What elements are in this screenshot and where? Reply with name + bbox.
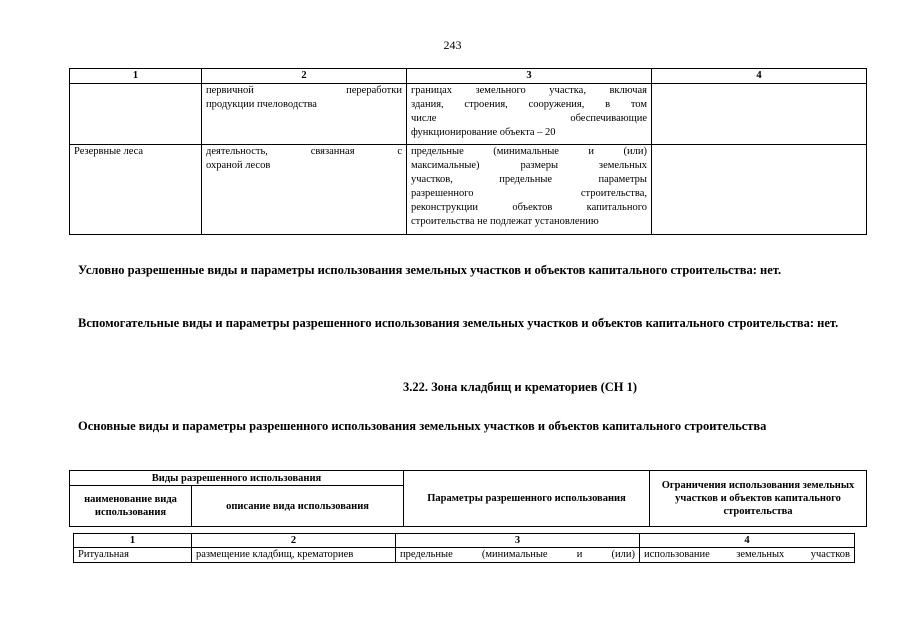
group-header: Виды разрешенного использования: [70, 471, 404, 486]
cell-line: максимальные) размеры земельных: [411, 160, 647, 171]
uses-header-table: [69, 470, 867, 527]
cell-line: участков, предельные параметры: [411, 174, 647, 185]
column-numbers-row: [70, 69, 867, 84]
cell-line: функционирование объекта – 20: [411, 127, 556, 138]
header-row: [70, 471, 867, 486]
column-number: 2: [202, 69, 407, 84]
cell-line: строительства не подлежат установлению: [411, 216, 599, 227]
table-cell: [652, 145, 867, 235]
cell-line: деятельность, связанная с: [206, 146, 402, 157]
table-row: [70, 145, 867, 235]
table-cell: [407, 84, 652, 145]
cell-line: предельные (минимальные и (или): [411, 146, 647, 157]
table-cell: [70, 84, 202, 145]
conditional-uses-paragraph: Условно разрешенные виды и параметры использования земельных участков и объектов капитального строительства: нет.: [78, 263, 782, 277]
table-cell: [202, 84, 407, 145]
column-header: Ограничения использования земельных участков и объектов капитального строительства: [650, 471, 867, 527]
page-number: 243: [443, 38, 462, 52]
cell-line: реконструкции объектов капитального: [411, 202, 647, 213]
table-cell: [202, 145, 407, 235]
auxiliary-uses-paragraph: Вспомогательные виды и параметры разрешенного использования земельных участков и объектов капитального строительства: нет.: [78, 316, 839, 330]
column-number: 3: [407, 69, 652, 84]
column-number: 4: [652, 69, 867, 84]
column-number: 1: [74, 534, 192, 548]
main-uses-paragraph: Основные виды и параметры разрешенного использования земельных участков и объектов капитального строительства: [78, 419, 767, 433]
column-numbers-row: [74, 534, 855, 548]
column-header: Параметры разрешенного использования: [404, 471, 650, 527]
table-cell: использование земельных участков: [640, 548, 855, 563]
cell-line: границах земельного участка, включая: [411, 85, 647, 96]
cell-line: охраной лесов: [206, 160, 271, 171]
table-cell: [407, 145, 652, 235]
cell-line: первичной переработки: [206, 85, 402, 96]
column-number: 2: [192, 534, 396, 548]
column-number: 1: [70, 69, 202, 84]
cell-line: здания, строения, сооружения, в том: [411, 99, 647, 110]
table-cell: предельные (минимальные и (или): [396, 548, 640, 563]
column-header: описание вида использования: [192, 486, 404, 527]
table-row: [70, 84, 867, 145]
table-cell: размещение кладбищ, крематориев: [192, 548, 396, 563]
column-number: 4: [640, 534, 855, 548]
uses-data-table: [73, 533, 855, 563]
table-row: [74, 548, 855, 563]
table-cell: Резервные леса: [70, 145, 202, 235]
cell-line: продукции пчеловодства: [206, 99, 317, 110]
table-cell: [652, 84, 867, 145]
cell-line: разрешенного строительства,: [411, 188, 647, 199]
section-title: 3.22. Зона кладбищ и крематориев (СН 1): [402, 380, 638, 394]
column-header: наименование вида использования: [70, 486, 192, 527]
cell-line: числе обеспечивающие: [411, 113, 647, 124]
column-number: 3: [396, 534, 640, 548]
continuation-table: [69, 68, 867, 235]
table-cell: Ритуальная: [74, 548, 192, 563]
